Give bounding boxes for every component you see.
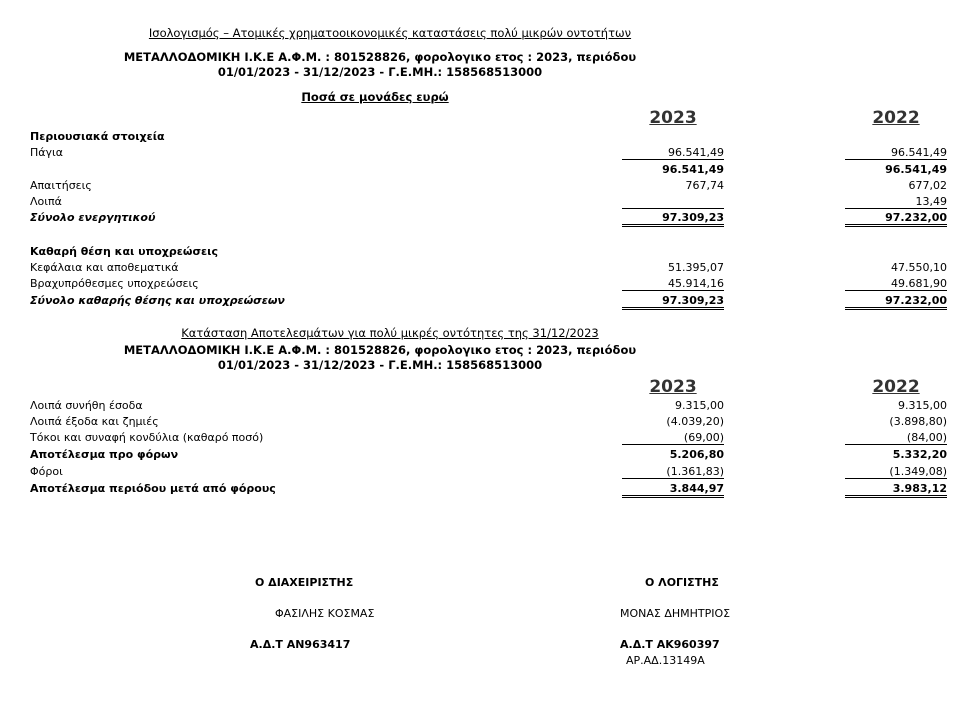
value-other-2022: 13,49: [845, 195, 947, 209]
manager-name: ΦΑΣΙΛΗΣ ΚΟΣΜΑΣ: [275, 607, 375, 620]
row-label-other: Λοιπά: [30, 195, 62, 208]
accountant-id: Α.Δ.Τ ΑΚ960397: [620, 638, 720, 651]
income-statement-company-line2: 01/01/2023 - 31/12/2023 - Γ.Ε.ΜΗ.: 158568513000: [217, 358, 543, 372]
row-label-total-equity-liabilities: Σύνολο καθαρής θέσης και υποχρεώσεων: [30, 294, 285, 307]
value-profit-before-tax-2022: 5.332,20: [892, 448, 947, 461]
value-taxes-2023: (1.361,83): [622, 465, 724, 479]
value-fixed-assets-2023: 96.541,49: [622, 146, 724, 160]
value-profit-after-tax-2023: 3.844,97: [622, 482, 724, 498]
row-label-taxes: Φόροι: [30, 465, 63, 478]
row-label-other-income: Λοιπά συνήθη έσοδα: [30, 399, 143, 412]
balance-sheet-company-line2: 01/01/2023 - 31/12/2023 - Γ.Ε.ΜΗ.: 158568513000: [217, 65, 543, 79]
value-capital-reserves-2023: 51.395,07: [668, 261, 724, 274]
row-label-short-term-liabilities: Βραχυπρόθεσμες υποχρεώσεις: [30, 277, 199, 290]
row-label-interest: Τόκοι και συναφή κονδύλια (καθαρό ποσό): [30, 431, 264, 444]
balance-sheet-company-line1: ΜΕΤΑΛΛΟΔΟΜΙΚΗ Ι.Κ.Ε Α.Φ.Μ. : 801528826, φορολογικο ετος : 2023, περιόδου: [123, 50, 637, 64]
row-label-receivables: Απαιτήσεις: [30, 179, 92, 192]
value-other-expenses-2022: (3.898,80): [889, 415, 947, 428]
income-year-header-2023: 2023: [649, 377, 697, 397]
value-receivables-2022: 677,02: [908, 179, 947, 192]
value-other-income-2023: 9.315,00: [675, 399, 724, 412]
value-total-assets-2022: 97.232,00: [845, 211, 947, 227]
manager-id: Α.Δ.Τ ΑΝ963417: [250, 638, 351, 651]
year-header-2022: 2022: [872, 108, 920, 128]
value-total-equity-liabilities-2022: 97.232,00: [845, 294, 947, 310]
currency-note: Ποσά σε μονάδες ευρώ: [301, 90, 449, 104]
value-total-equity-liabilities-2023: 97.309,23: [622, 294, 724, 310]
value-profit-before-tax-2023: 5.206,80: [669, 448, 724, 461]
value-fixed-subtotal-2022: 96.541,49: [885, 163, 947, 176]
value-fixed-subtotal-2023: 96.541,49: [662, 163, 724, 176]
income-year-header-2022: 2022: [872, 377, 920, 397]
value-interest-2022: (84,00): [845, 431, 947, 445]
row-label-profit-before-tax: Αποτέλεσμα προ φόρων: [30, 448, 179, 461]
value-total-assets-2023: 97.309,23: [622, 211, 724, 227]
row-label-other-expenses: Λοιπά έξοδα και ζημιές: [30, 415, 159, 428]
value-receivables-2023: 767,74: [685, 179, 724, 192]
row-label-capital-reserves: Κεφάλαια και αποθεματικά: [30, 261, 179, 274]
value-interest-2023: (69,00): [622, 431, 724, 445]
income-statement-title: Κατάσταση Αποτελεσμάτων για πολύ μικρές οντότητες της 31/12/2023: [181, 326, 599, 340]
row-label-profit-after-tax: Αποτέλεσμα περιόδου μετά από φόρους: [30, 482, 276, 495]
row-label-fixed-assets: Πάγια: [30, 146, 64, 159]
manager-title: Ο ΔΙΑΧΕΙΡΙΣΤΗΣ: [255, 576, 354, 589]
value-taxes-2022: (1.349,08): [845, 465, 947, 479]
year-header-2023: 2023: [649, 108, 697, 128]
value-fixed-assets-2022: 96.541,49: [845, 146, 947, 160]
equity-heading: Καθαρή θέση και υποχρεώσεις: [30, 245, 218, 258]
value-other-2023: [622, 195, 724, 209]
value-other-expenses-2023: (4.039,20): [666, 415, 724, 428]
accountant-title: Ο ΛΟΓΙΣΤΗΣ: [645, 576, 719, 589]
row-label-total-assets: Σύνολο ενεργητικού: [30, 211, 156, 224]
value-short-term-liabilities-2023: 45.914,16: [622, 277, 724, 291]
value-profit-after-tax-2022: 3.983,12: [845, 482, 947, 498]
accountant-registration: ΑΡ.ΑΔ.13149Α: [626, 654, 705, 667]
value-other-income-2022: 9.315,00: [898, 399, 947, 412]
value-capital-reserves-2022: 47.550,10: [891, 261, 947, 274]
balance-sheet-title: Ισολογισμός – Ατομικές χρηματοοικονομικές καταστάσεις πολύ μικρών οντοτήτων: [148, 26, 632, 40]
value-short-term-liabilities-2022: 49.681,90: [845, 277, 947, 291]
accountant-name: ΜΟΝΑΣ ΔΗΜΗΤΡΙΟΣ: [620, 607, 731, 620]
income-statement-company-line1: ΜΕΤΑΛΛΟΔΟΜΙΚΗ Ι.Κ.Ε Α.Φ.Μ. : 801528826, φορολογικο ετος : 2023, περιόδου: [123, 343, 637, 357]
assets-heading: Περιουσιακά στοιχεία: [30, 130, 165, 143]
